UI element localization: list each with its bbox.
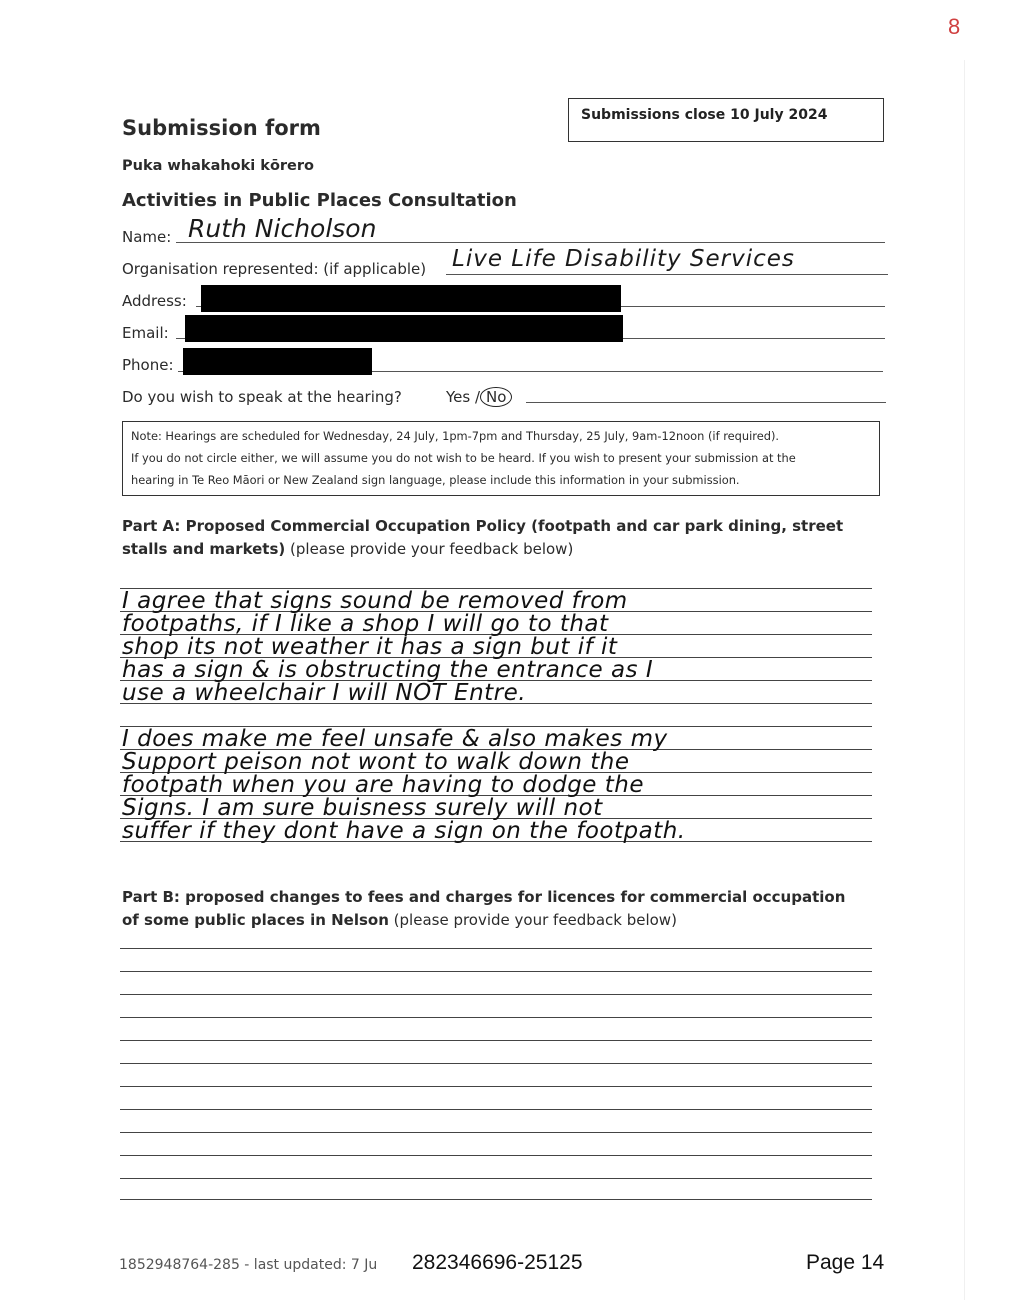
part-b-heading-bold-1a: Part B: [122,888,180,906]
response-line-8: Support peison not wont to walk down the [122,749,630,775]
hearing-note-box [122,421,880,496]
blank-line[interactable] [120,1132,872,1133]
part-b-heading [122,886,902,932]
part-a-heading-bold-1: Part A: Proposed Commercial Occupation Policy (footpath and car park dining, street [122,517,844,535]
scan-edge [964,60,965,1300]
response-line-7: I does make me feel unsafe & also makes my [122,726,668,752]
blank-line[interactable] [120,948,872,949]
phone-label: Phone: [122,356,174,374]
footer-doc-id: 1852948764-285 - last updated: 7 Ju [119,1257,378,1273]
yes-option[interactable]: Yes / [446,388,481,406]
phone-redaction [183,348,372,375]
response-line-3: shop its not weather it has a sign but if it [122,634,618,660]
email-label: Email: [122,324,169,342]
blank-line[interactable] [120,1086,872,1087]
blank-line[interactable] [120,1017,872,1018]
part-a-heading-normal: (please provide your feedback below) [285,540,574,558]
response-line-11: suffer if they dont have a sign on the footpath. [122,818,686,844]
name-value[interactable]: Ruth Nicholson [188,214,377,243]
name-label: Name: [122,228,172,246]
blank-line[interactable] [120,994,872,995]
response-line-9: footpath when you are having to dodge the [122,772,645,798]
part-a-heading [122,515,902,561]
blank-line[interactable] [120,1155,872,1156]
note-line-2: If you do not circle either, we will assume you do not wish to be heard. If you wish to present your submission at the [131,451,796,465]
blank-line[interactable] [120,1109,872,1110]
response-line-10: Signs. I am sure buisness surely will not [122,795,603,821]
note-line-3: hearing in Te Reo Māori or New Zealand sign language, please include this information in your submission. [131,473,740,487]
consultation-title: Activities in Public Places Consultation [122,190,517,211]
close-notice-text: Submissions close 10 July 2024 [581,107,828,123]
response-line-4: has a sign & is obstructing the entrance as I [122,657,654,683]
page-number-mark: 8 [948,14,961,39]
part-a-heading-bold-2: stalls and markets) [122,540,286,558]
note-line-1: Note: Hearings are scheduled for Wednesday, 24 July, 1pm-7pm and Thursday, 25 July, 9am-12noon (if required). [131,429,780,443]
blank-line[interactable] [120,1178,872,1179]
part-b-heading-normal: (please provide your feedback below) [388,911,677,929]
email-redaction [185,315,623,342]
footer-page-number: Page 14 [806,1251,885,1274]
form-title: Submission form [122,116,321,140]
hearing-line [526,402,886,403]
close-notice-box [568,98,884,142]
no-option-circled[interactable]: No [480,387,512,407]
maori-title: Puka whakahoki kōrero [122,158,315,174]
response-line-5: use a wheelchair I will NOT Entre. [122,680,527,706]
hearing-options [446,387,512,407]
part-b-heading-bold-2: of some public places in Nelson [122,911,389,929]
response-line-1: I agree that signs sound be removed from [122,588,628,614]
hearing-label: Do you wish to speak at the hearing? [122,388,402,406]
address-label: Address: [122,292,187,310]
footer-stamp: 282346696-25125 [412,1251,583,1274]
org-line [446,274,888,275]
blank-line[interactable] [120,1063,872,1064]
org-value[interactable]: Live Life Disability Services [452,246,795,272]
blank-line[interactable] [120,1199,872,1200]
blank-line[interactable] [120,971,872,972]
part-b-heading-bold-1b: proposed changes to fees and charges for licences for commercial occupation [179,888,846,906]
blank-line[interactable] [120,1040,872,1041]
response-line-2: footpaths, if I like a shop I will go to that [122,611,609,637]
org-label: Organisation represented: (if applicable) [122,260,427,278]
address-redaction [201,285,621,312]
